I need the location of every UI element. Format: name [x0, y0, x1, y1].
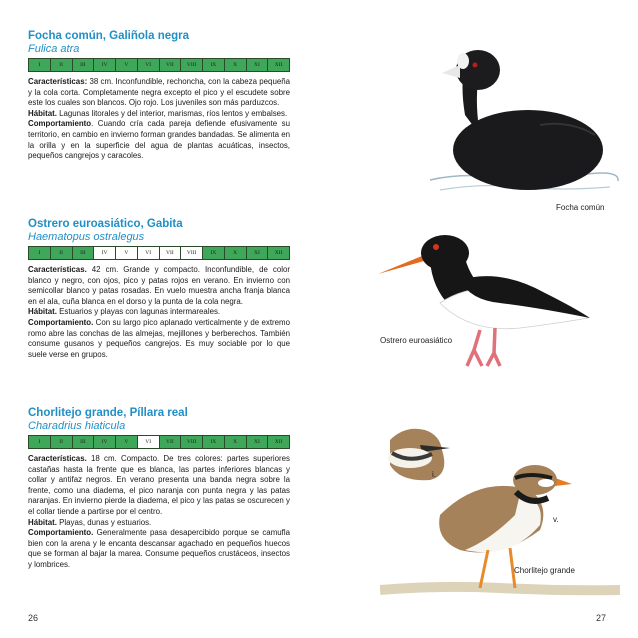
- month-cell: I: [29, 59, 51, 71]
- month-cell: I: [29, 436, 51, 448]
- month-cell: VI: [138, 59, 160, 71]
- paragraph-label: Comportamiento: [28, 119, 92, 129]
- month-cell: X: [225, 436, 247, 448]
- description-paragraph: [28, 119, 290, 161]
- description-paragraph: [28, 77, 290, 109]
- species-title: Ostrero euroasiático, Gabita: [28, 218, 183, 230]
- month-cell: VIII: [181, 59, 203, 71]
- paragraph-text: Playas, dunas y estuarios.: [56, 517, 152, 527]
- month-cell: II: [51, 247, 73, 259]
- month-cell: IX: [203, 436, 225, 448]
- month-cell: IV: [94, 247, 116, 259]
- paragraph-label: Hábitat.: [28, 517, 57, 527]
- month-cell: II: [51, 436, 73, 448]
- month-cell: V: [116, 436, 138, 448]
- paragraph-text: 18 cm. Compacto. De tres colores: partes superiores castañas hasta la frente que es blanca, las partes inferiores blancas y collar y antifaz negros. En verano presenta una banda negra sobre la frente, como una diadema, el pico naranja con punta negra y las patas naranjas. En invierno pierde la diadema, el pico y las patas se oscurecen y el collar tiende a partirse por el centro.: [28, 454, 290, 516]
- month-cell: VIII: [181, 436, 203, 448]
- scientific-name: Fulica atra: [28, 43, 80, 55]
- paragraph-label: Características.: [28, 454, 87, 463]
- page-number-right: 27: [596, 613, 607, 623]
- coot-illustration: [420, 25, 620, 200]
- month-bar: [28, 58, 290, 72]
- caption-plover-winter: i.: [432, 470, 436, 479]
- month-cell: I: [29, 247, 51, 259]
- month-cell: XII: [268, 436, 289, 448]
- description-paragraph: [28, 318, 290, 360]
- entry-ostrero: [28, 218, 290, 360]
- description-paragraph: [28, 265, 290, 307]
- month-cell: XII: [268, 59, 289, 71]
- caption-plover-summer: v.: [553, 515, 559, 524]
- description-paragraph: [28, 518, 290, 529]
- caption-coot: Focha común: [556, 203, 605, 212]
- oystercatcher-illustration: [370, 228, 595, 373]
- scientific-name: Haematopus ostralegus: [28, 231, 145, 243]
- paragraph-label: Hábitat.: [28, 307, 57, 317]
- description-paragraph: [28, 109, 290, 120]
- paragraph-text: . Cuando cría cada pareja defiende efusivamente su territorio, en cambio en invierno forman grandes bandadas. Se alimenta en la orilla y en la superficie del agua de plantas acuáticas, insectos, pequeños cangrejos y caracoles.: [28, 119, 290, 161]
- species-description: [28, 454, 290, 571]
- paragraph-label: Comportamiento.: [28, 528, 94, 538]
- month-cell: XI: [247, 59, 269, 71]
- month-cell: VII: [160, 436, 182, 448]
- paragraph-text: Lagunas litorales y del interior, marismas, ríos lentos y embalses.: [56, 108, 288, 118]
- month-cell: V: [116, 59, 138, 71]
- month-cell: VIII: [181, 247, 203, 259]
- paragraph-label: Comportamiento.: [28, 317, 94, 327]
- paragraph-text: 42 cm. Grande y compacto. Inconfundible, de color blanco y negro, con ojos, pico y patas rojos en verano. En invierno con semicollar blanco y patas rosadas. En vuelo muestra ancha franja blanca en el ala, cuña blanca en el dorso y la punta de la cola negra.: [28, 265, 290, 306]
- month-cell: IV: [94, 59, 116, 71]
- page-number-left: 26: [28, 613, 39, 623]
- month-cell: II: [51, 59, 73, 71]
- paragraph-text: Estuarios y playas con lagunas intermareales.: [56, 307, 221, 317]
- caption-oystercatcher: Ostrero euroasiático: [380, 336, 453, 345]
- month-cell: VI: [138, 436, 160, 448]
- month-cell: XII: [268, 247, 289, 259]
- month-cell: XI: [247, 247, 269, 259]
- description-paragraph: [28, 307, 290, 318]
- paragraph-label: Hábitat.: [28, 108, 57, 118]
- paragraph-label: Características:: [28, 77, 88, 86]
- description-paragraph: [28, 528, 290, 570]
- month-cell: VII: [160, 247, 182, 259]
- entry-focha: [28, 30, 290, 162]
- scientific-name: Charadrius hiaticula: [28, 420, 126, 432]
- month-cell: IV: [94, 436, 116, 448]
- month-bar: [28, 435, 290, 449]
- month-cell: IX: [203, 247, 225, 259]
- ringed-plover-illustration: [380, 420, 625, 610]
- description-paragraph: [28, 454, 290, 518]
- paragraph-text: Con su largo pico aplanado verticalmente y de extremo romo abre las conchas de las almejas, mejillones y berberechos. También consume gusanos y pequeños cangrejos. Es muy sociable por lo que suele verse en grupos.: [28, 317, 290, 359]
- month-cell: XI: [247, 436, 269, 448]
- month-cell: X: [225, 247, 247, 259]
- month-cell: III: [73, 436, 95, 448]
- month-cell: VII: [160, 59, 182, 71]
- paragraph-label: Características.: [28, 265, 87, 274]
- paragraph-text: Generalmente pasa desapercibido porque se camufla bien con la arena y le encanta descansar agachado en pequeños huecos que se forman al bajar la marea. Consume pequeños crustáceos, insectos y lombrices.: [28, 528, 290, 569]
- month-cell: V: [116, 247, 138, 259]
- month-cell: X: [225, 59, 247, 71]
- species-description: [28, 77, 290, 162]
- month-cell: IX: [203, 59, 225, 71]
- month-cell: III: [73, 247, 95, 259]
- entry-chorlitejo: [28, 407, 290, 571]
- month-cell: III: [73, 59, 95, 71]
- species-title: Chorlitejo grande, Píllara real: [28, 407, 188, 419]
- caption-plover: Chorlitejo grande: [514, 566, 575, 575]
- species-title: Focha común, Galiñola negra: [28, 30, 190, 42]
- species-description: [28, 265, 290, 360]
- month-bar: [28, 246, 290, 260]
- month-cell: VI: [138, 247, 160, 259]
- paragraph-text: 38 cm. Inconfundible, rechoncha, con la cabeza pequeña y la cola corta. Completamente negra excepto el pico y el escudete sobre este los cuales son blancos. Ojo rojo. Los juveniles son más parduzcos.: [28, 77, 290, 108]
